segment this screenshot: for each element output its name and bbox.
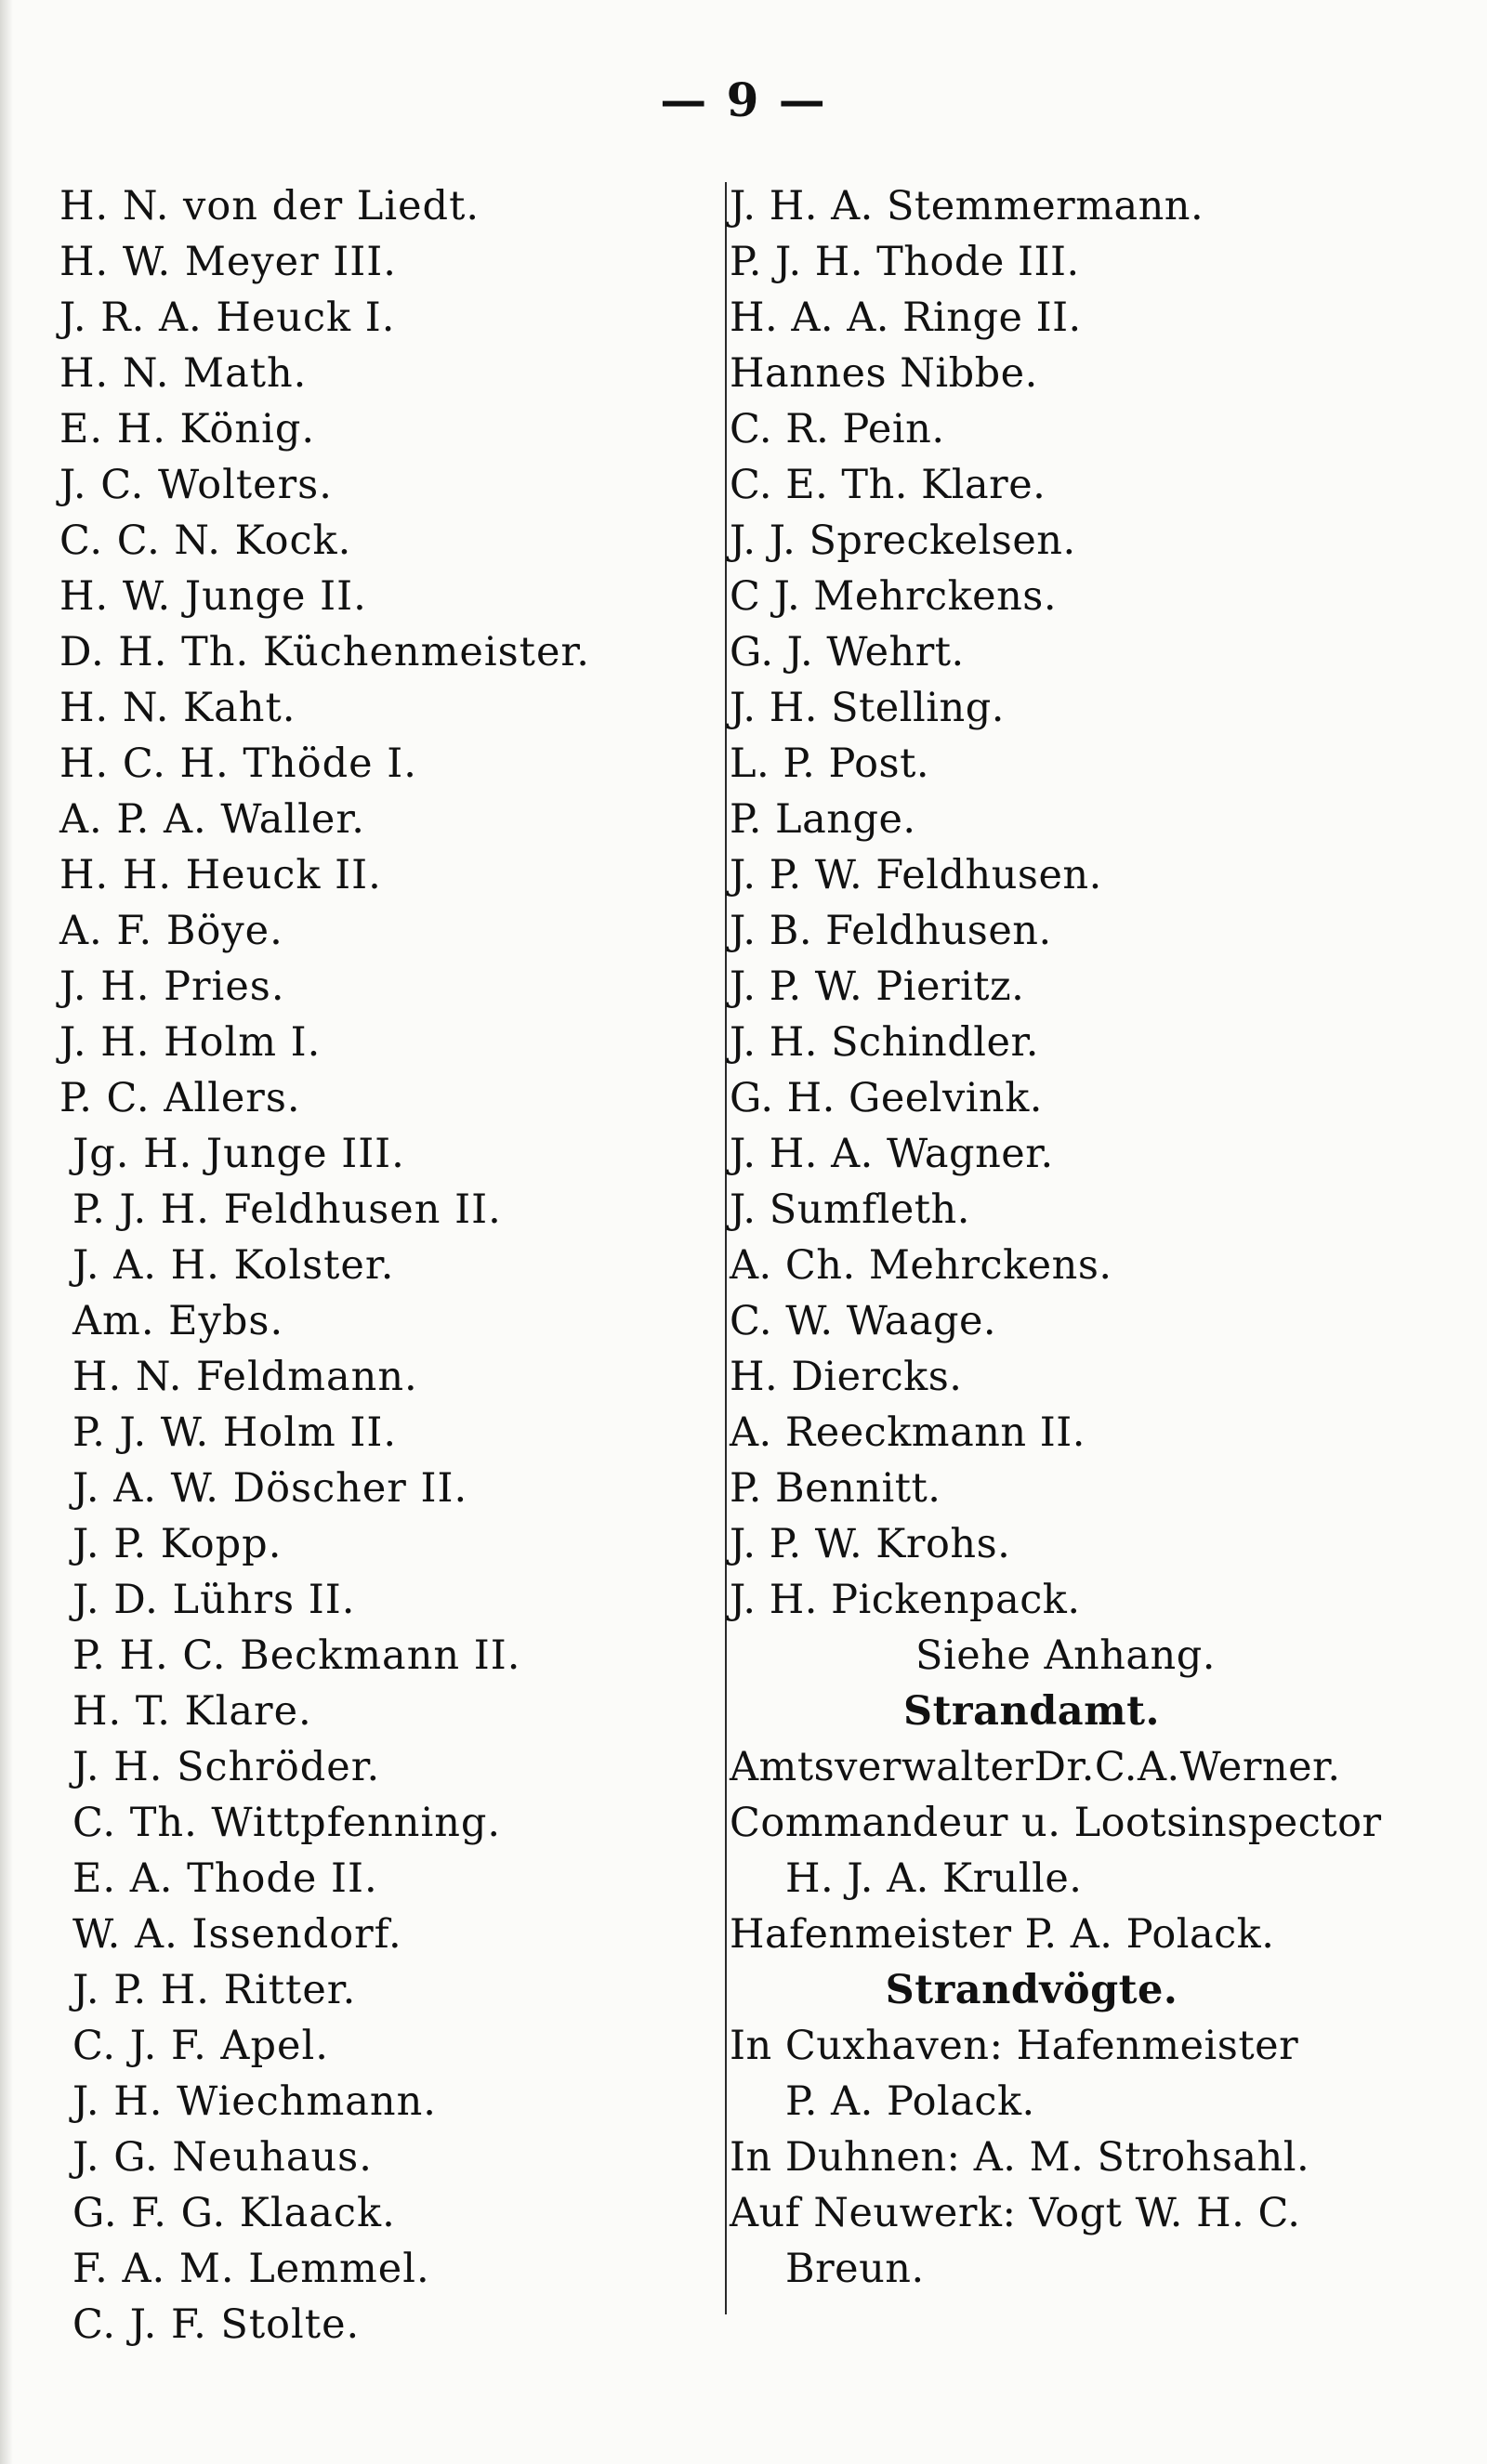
list-item: J. P. W. Pieritz.: [730, 963, 1025, 1010]
list-item: J. R. A. Heuck I.: [59, 295, 396, 341]
list-item: H. Diercks.: [730, 1354, 963, 1400]
list-item: F. A. M. Lemmel.: [72, 2246, 430, 2292]
strandvoegte-line: P. A. Polack.: [785, 2078, 1035, 2125]
list-item: G. F. G. Klaack.: [72, 2190, 396, 2236]
list-item: A. Reeckmann II.: [730, 1409, 1086, 1456]
list-item: H. C. H. Thöde I.: [59, 741, 417, 787]
list-item: C J. Mehrckens.: [730, 573, 1058, 620]
list-item: H. A. A. Ringe II.: [730, 295, 1082, 341]
list-item: J. H. Schröder.: [72, 1744, 381, 1790]
left-name-column: [59, 178, 710, 2353]
list-item: H. T. Klare.: [72, 1688, 312, 1735]
list-item: G. H. Geelvink.: [730, 1075, 1043, 1121]
strandamt-line: H. J. A. Krulle.: [785, 1855, 1083, 1902]
list-item: Hannes Nibbe.: [730, 350, 1038, 397]
list-item: C. Th. Wittpfenning.: [72, 1800, 502, 1846]
list-item: J. H. Pickenpack.: [730, 1577, 1081, 1623]
list-item: J. C. Wolters.: [59, 462, 333, 508]
section-heading-strandvoegte: Strandvögte.: [885, 1967, 1178, 2013]
list-item: J. Sumfleth.: [730, 1186, 970, 1233]
list-item: D. H. Th. Küchenmeister.: [59, 629, 590, 675]
list-item: E. H. König.: [59, 406, 316, 452]
list-item: J. H. Pries.: [59, 963, 285, 1010]
list-item: P. C. Allers.: [59, 1075, 301, 1121]
list-item: H. W. Junge II.: [59, 573, 367, 620]
list-item: H. H. Heuck II.: [59, 852, 382, 898]
list-item: P. J. H. Feldhusen II.: [72, 1186, 502, 1233]
list-item: J. G. Neuhaus.: [72, 2134, 373, 2181]
strandvoegte-line: Auf Neuwerk: Vogt W. H. C.: [730, 2190, 1301, 2236]
list-item: Am. Eybs.: [72, 1298, 284, 1344]
list-item: H. N. Kaht.: [59, 685, 296, 731]
list-item: J. P. H. Ritter.: [72, 1967, 357, 2013]
list-item: J. H. Wiechmann.: [72, 2078, 437, 2125]
list-item: C. R. Pein.: [730, 406, 945, 452]
list-item: J. B. Feldhusen.: [730, 908, 1052, 954]
strandvoegte-line: Breun.: [785, 2246, 925, 2292]
strandvoegte-line: In Duhnen: A. M. Strohsahl.: [730, 2134, 1310, 2181]
appendix-note: Siehe Anhang.: [915, 1632, 1216, 1679]
page-edge-shadow: [0, 0, 13, 2464]
list-item: J. H. Schindler.: [730, 1019, 1039, 1066]
list-item: L. P. Post.: [730, 741, 930, 787]
list-item: H. N. Math.: [59, 350, 308, 397]
list-item: J. H. A. Wagner.: [730, 1131, 1054, 1177]
list-item: P. Bennitt.: [730, 1465, 941, 1512]
right-name-column: [730, 178, 1445, 2297]
list-item: E. A. Thode II.: [72, 1855, 378, 1902]
section-heading-strandamt: Strandamt.: [903, 1688, 1160, 1735]
list-item: A. P. A. Waller.: [59, 796, 365, 843]
list-item: C. J. F. Stolte.: [72, 2301, 361, 2348]
list-item: Jg. H. Junge III.: [72, 1131, 405, 1177]
list-item: C. J. F. Apel.: [72, 2023, 329, 2069]
strandamt-line: Hafenmeister P. A. Polack.: [730, 1911, 1275, 1958]
list-item: C. E. Th. Klare.: [730, 462, 1046, 508]
strandvoegte-line: In Cuxhaven: Hafenmeister: [730, 2023, 1299, 2069]
page-number: — 9 —: [660, 72, 827, 127]
list-item: P. H. C. Beckmann II.: [72, 1632, 521, 1679]
list-item: H. W. Meyer III.: [59, 239, 397, 285]
list-item: P. Lange.: [730, 796, 916, 843]
list-item: J. D. Lührs II.: [72, 1577, 356, 1623]
list-item: J. P. W. Feldhusen.: [730, 852, 1102, 898]
list-item: H. N. Feldmann.: [72, 1354, 418, 1400]
list-item: H. N. von der Liedt.: [59, 183, 480, 229]
strandamt-line: Commandeur u. Lootsinspector: [730, 1800, 1382, 1846]
column-divider: [725, 182, 727, 2314]
list-item: J. A. H. Kolster.: [72, 1242, 395, 1289]
list-item: J. H. Holm I.: [59, 1019, 322, 1066]
list-item: J. P. W. Krohs.: [730, 1521, 1011, 1567]
list-item: J. P. Kopp.: [72, 1521, 283, 1567]
list-item: A. F. Böye.: [59, 908, 283, 954]
list-item: C. W. Waage.: [730, 1298, 997, 1344]
list-item: P. J. H. Thode III.: [730, 239, 1080, 285]
list-item: G. J. Wehrt.: [730, 629, 965, 675]
list-item: W. A. Issendorf.: [72, 1911, 402, 1958]
list-item: C. C. N. Kock.: [59, 518, 352, 564]
list-item: A. Ch. Mehrckens.: [730, 1242, 1112, 1289]
list-item: J. J. Spreckelsen.: [730, 518, 1076, 564]
list-item: J. H. Stelling.: [730, 685, 1005, 731]
list-item: P. J. W. Holm II.: [72, 1409, 398, 1456]
strandamt-line: AmtsverwalterDr.C.A.Werner.: [730, 1744, 1341, 1790]
list-item: J. H. A. Stemmermann.: [730, 183, 1204, 229]
list-item: J. A. W. Döscher II.: [72, 1465, 468, 1512]
